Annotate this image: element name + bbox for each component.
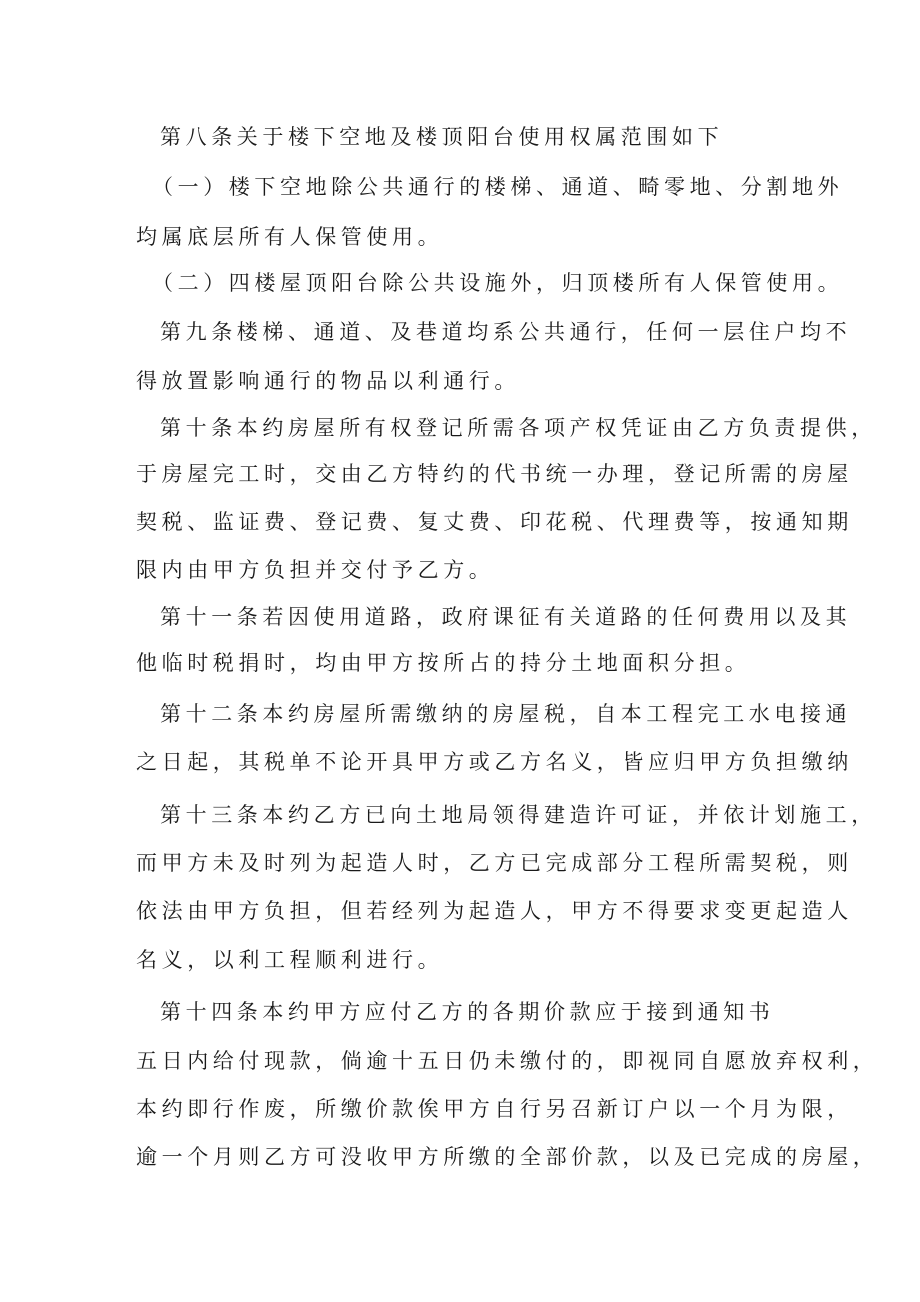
paragraph-line: 第十四条本约甲方应付乙方的各期价款应于接到通知书 [160,1000,775,1024]
paragraph-line: 五日内给付现款，倘逾十五日仍未缴付的，即视同自愿放弃权利， [136,1049,879,1073]
paragraph-line: （二）四楼屋顶阳台除公共设施外，归顶楼所有人保管使用。 [152,271,844,295]
paragraph-line: （一）楼下空地除公共通行的楼梯、通道、畸零地、分割地外 [152,175,844,199]
paragraph-line: 第十三条本约乙方已向土地局领得建造许可证，并依计划施工， [160,803,877,827]
paragraph-line: 依法由甲方负担，但若经列为起造人，甲方不得要求变更起造人 [136,899,853,923]
paragraph-line: 限内由甲方负担并交付予乙方。 [136,558,495,582]
paragraph-line: 均属底层所有人保管使用。 [136,225,444,249]
paragraph-line: 于房屋完工时，交由乙方特约的代书统一办理，登记所需的房屋 [136,462,853,486]
paragraph-line: 第十一条若因使用道路，政府课征有关道路的任何费用以及其 [160,605,852,629]
paragraph-line: 第九条楼梯、通道、及巷道均系公共通行，任何一层住户均不 [160,320,852,344]
paragraph-line: 逾一个月则乙方可没收甲方所缴的全部价款，以及已完成的房屋， [136,1145,879,1169]
paragraph-line: 名义，以利工程顺利进行。 [136,948,444,972]
paragraph-line: 契税、监证费、登记费、复丈费、印花税、代理费等，按通知期 [136,510,853,534]
paragraph-line: 得放置影响通行的物品以利通行。 [136,369,520,393]
paragraph-line: 第十二条本约房屋所需缴纳的房屋税，自本工程完工水电接通 [160,702,852,726]
paragraph-line: 他临时税捐时，均由甲方按所占的持分土地面积分担。 [136,651,751,675]
paragraph-line: 本约即行作废，所缴价款俟甲方自行另召新订户以一个月为限， [136,1097,853,1121]
paragraph-line: 第十条本约房屋所有权登记所需各项产权凭证由乙方负责提供， [160,416,877,440]
paragraph-line: 之日起，其税单不论开具甲方或乙方名义，皆应归甲方负担缴纳 [136,750,853,774]
paragraph-line: 第八条关于楼下空地及楼顶阳台使用权属范围如下 [160,125,724,149]
paragraph-line: 而甲方未及时列为起造人时，乙方已完成部分工程所需契税，则 [136,851,853,875]
